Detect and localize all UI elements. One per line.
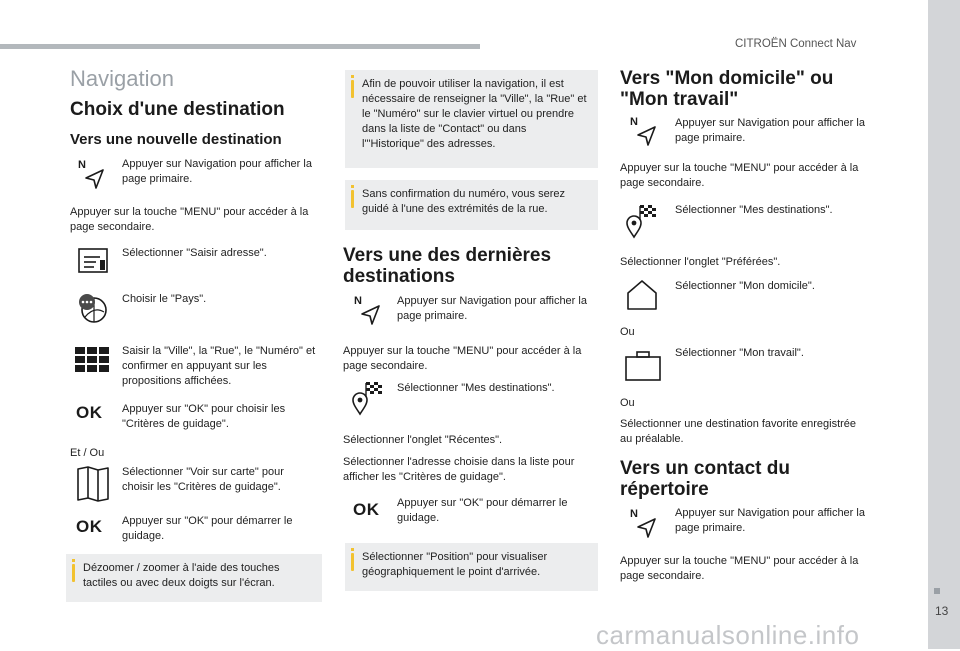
map-icon xyxy=(76,466,110,502)
heading-choice: Choix d'une destination xyxy=(70,99,285,120)
navigation-arrow-icon xyxy=(352,293,382,325)
country-globe-icon xyxy=(76,292,110,324)
ok-icon: OK xyxy=(76,517,103,536)
destination-flag-icon xyxy=(350,380,384,416)
brand-label: CITROËN Connect Nav xyxy=(735,38,857,50)
navigation-arrow-icon xyxy=(628,506,658,538)
watermark: carmanualsonline.info xyxy=(596,620,860,650)
step-country: Choisir le "Pays". xyxy=(122,293,207,305)
step-city-street-number: Saisir la "Ville", la "Rue", le "Numéro" et confirmer en appuyant sur les propositions affichées. xyxy=(122,345,316,387)
home-icon xyxy=(624,279,660,311)
step-ok-start: Appuyer sur "OK" pour démarrer le guidage. xyxy=(122,515,293,542)
svg-text:N: N xyxy=(630,508,638,520)
info-note-zoom xyxy=(66,554,322,602)
or-label: Ou xyxy=(620,397,635,409)
step-navigation: Appuyer sur Navigation pour afficher la page primaire. xyxy=(122,158,312,185)
or-label: Ou xyxy=(620,326,635,338)
heading-new-destination: Vers une nouvelle destination xyxy=(70,131,282,148)
svg-text:N: N xyxy=(78,159,86,171)
step-my-home: Sélectionner "Mon domicile". xyxy=(675,280,815,292)
heading-contact: Vers un contact du répertoire xyxy=(620,458,790,500)
info-note-address xyxy=(345,70,598,168)
step-address: Sélectionner "Saisir adresse". xyxy=(122,247,267,259)
note-text: Dézoomer / zoomer à l'aide des touches tactiles ou avec deux doigts sur l'écran. xyxy=(83,562,280,589)
step-navigation: Appuyer sur Navigation pour afficher la page primaire. xyxy=(397,295,587,322)
step-menu: Appuyer sur la touche "MENU" pour accéder à la page secondaire. xyxy=(620,162,859,189)
header-rule xyxy=(0,44,480,49)
info-icon xyxy=(351,80,354,98)
step-my-work: Sélectionner "Mon travail". xyxy=(675,347,804,359)
heading-home-work: Vers "Mon domicile" ou "Mon travail" xyxy=(620,68,834,110)
info-icon xyxy=(72,564,75,582)
and-or-label: Et / Ou xyxy=(70,447,105,459)
step-navigation: Appuyer sur Navigation pour afficher la page primaire. xyxy=(675,117,865,144)
address-form-icon xyxy=(76,247,110,277)
note-text: Sans confirmation du numéro, vous serez guidé à l'une des extrémités de la rue. xyxy=(362,188,565,215)
svg-text:N: N xyxy=(354,295,362,307)
step-view-map: Sélectionner "Voir sur carte" pour choisir les "Critères de guidage". xyxy=(122,466,284,493)
page-marker xyxy=(934,588,940,594)
navigation-arrow-icon xyxy=(628,114,658,146)
destination-flag-icon xyxy=(624,203,658,239)
side-tab xyxy=(928,0,960,649)
keypad-icon xyxy=(74,346,110,374)
step-ok-start: Appuyer sur "OK" pour démarrer le guidage. xyxy=(397,497,568,524)
step-ok-criteria: Appuyer sur "OK" pour choisir les "Critères de guidage". xyxy=(122,403,286,430)
ok-icon: OK xyxy=(353,500,380,519)
step-recent-tab: Sélectionner l'onglet "Récentes". xyxy=(343,434,503,446)
heading-last-destinations: Vers une des dernières destinations xyxy=(343,245,552,287)
info-icon xyxy=(351,553,354,571)
svg-text:N: N xyxy=(630,116,638,128)
info-note-position xyxy=(345,543,598,591)
note-text: Afin de pouvoir utiliser la navigation, il est nécessaire de renseigner la "Ville", la "Rue" et le "Numéro" sur le clavier virtuel ou prendre dans la liste de "Contact" ou dans l'"Historique" des adresses. xyxy=(362,78,587,150)
info-note-number xyxy=(345,180,598,230)
step-navigation: Appuyer sur Navigation pour afficher la page primaire. xyxy=(675,507,865,534)
step-menu: Appuyer sur la touche "MENU" pour accéder à la page secondaire. xyxy=(343,345,582,372)
section-title: Navigation xyxy=(70,66,174,91)
step-my-destinations: Sélectionner "Mes destinations". xyxy=(397,382,555,394)
ok-icon: OK xyxy=(76,403,103,422)
navigation-arrow-icon xyxy=(76,157,106,189)
step-my-destinations: Sélectionner "Mes destinations". xyxy=(675,204,833,216)
page-number: 13 xyxy=(935,604,949,618)
note-text: Sélectionner "Position" pour visualiser géographiquement le point d'arrivée. xyxy=(362,551,548,578)
info-icon xyxy=(351,190,354,208)
step-select-address: Sélectionner l'adresse choisie dans la liste pour afficher les "Critères de guidage". xyxy=(343,456,575,483)
step-menu: Appuyer sur la touche "MENU" pour accéder à la page secondaire. xyxy=(620,555,859,582)
step-favorites-tab: Sélectionner l'onglet "Préférées". xyxy=(620,256,781,268)
briefcase-icon xyxy=(624,350,662,382)
step-menu: Appuyer sur la touche "MENU" pour accéder à la page secondaire. xyxy=(70,206,309,233)
step-favorite: Sélectionner une destination favorite enregistrée au préalable. xyxy=(620,418,857,445)
